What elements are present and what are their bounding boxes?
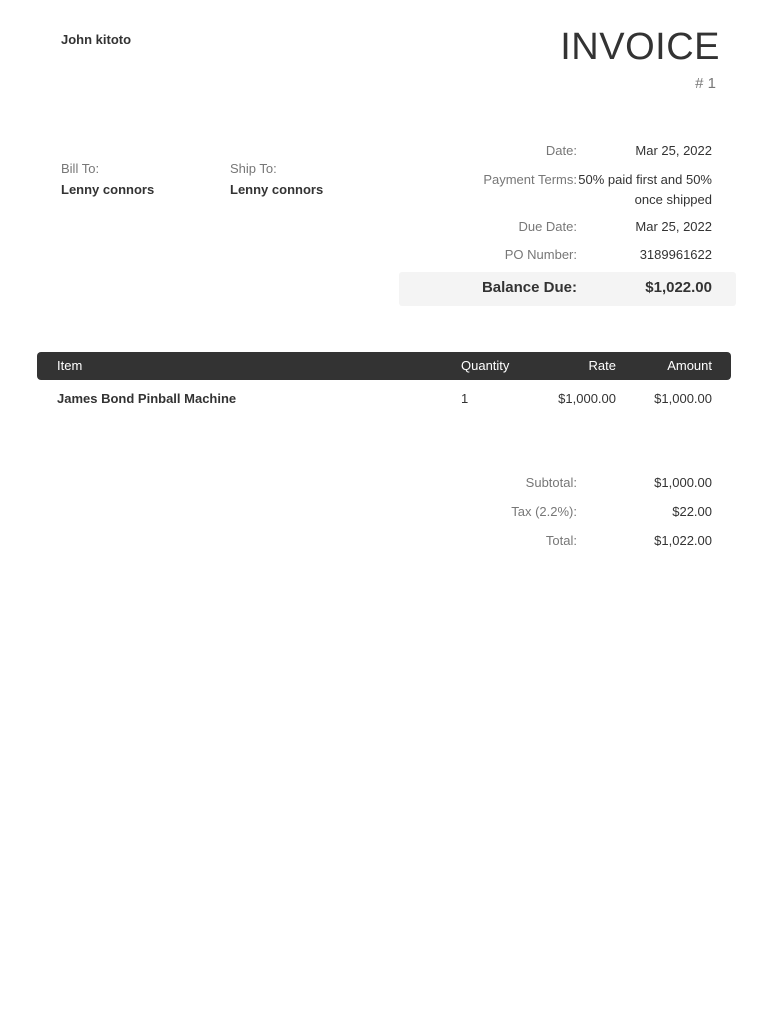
column-header-quantity: Quantity	[461, 358, 510, 373]
item-rate: $1,000.00	[558, 391, 616, 406]
balance-due-value: $1,022.00	[645, 279, 712, 296]
sender-name: John kitoto	[61, 32, 132, 47]
invoice-title: INVOICE	[560, 26, 720, 68]
bill-to-block	[61, 161, 154, 197]
due-date-value: Mar 25, 2022	[635, 219, 712, 234]
ship-to-block	[230, 161, 323, 197]
table-row	[37, 389, 731, 409]
column-header-rate: Rate	[588, 358, 616, 373]
date-label: Date:	[545, 143, 577, 158]
subtotal-label: Subtotal:	[525, 475, 577, 490]
invoice-number: # 1	[695, 75, 716, 92]
tax-value: $22.00	[672, 504, 712, 519]
po-number-value: 3189961622	[639, 247, 712, 262]
balance-due-label: Balance Due:	[481, 279, 577, 296]
due-date-label: Due Date:	[518, 219, 577, 234]
item-quantity: 1	[461, 391, 469, 406]
total-label: Total:	[545, 533, 577, 548]
payment-terms-label: Payment Terms:	[483, 172, 577, 187]
column-header-item: Item	[57, 358, 83, 373]
date-value: Mar 25, 2022	[635, 143, 712, 158]
balance-due-box	[399, 272, 736, 306]
payment-terms-value: 50% paid first and 50% once shipped	[578, 172, 712, 207]
total-value: $1,022.00	[654, 533, 712, 548]
bill-to-name: Lenny connors	[61, 182, 155, 197]
column-header-amount: Amount	[667, 358, 712, 373]
item-description: James Bond Pinball Machine	[57, 391, 237, 406]
subtotal-value: $1,000.00	[654, 475, 712, 490]
tax-label: Tax (2.2%):	[511, 504, 577, 519]
bill-to-label: Bill To:	[61, 161, 100, 176]
ship-to-name: Lenny connors	[230, 182, 324, 197]
po-number-label: PO Number:	[504, 247, 577, 262]
item-amount: $1,000.00	[654, 391, 712, 406]
ship-to-label: Ship To:	[230, 161, 277, 176]
items-table-header	[37, 352, 731, 380]
